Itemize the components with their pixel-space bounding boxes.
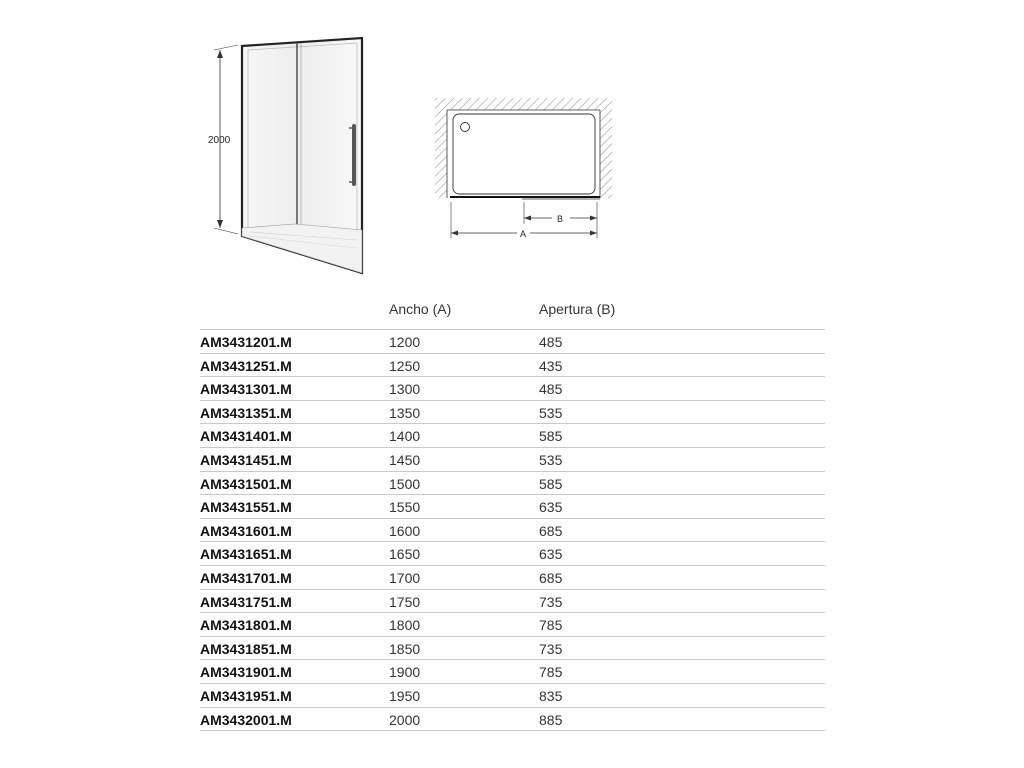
width-value: 1850 [389, 640, 421, 657]
opening-value: 785 [539, 617, 563, 634]
width-value: 1450 [389, 451, 421, 468]
opening-value: 635 [539, 499, 563, 516]
product-reference: AM3431651.M [200, 546, 292, 563]
table-row [200, 660, 825, 684]
opening-value: 585 [539, 428, 563, 445]
table-row [200, 424, 825, 448]
product-reference: AM3431451.M [200, 451, 292, 468]
table-row [200, 448, 825, 472]
opening-value: 535 [539, 451, 563, 468]
table-row [200, 542, 825, 566]
width-value: 2000 [389, 711, 421, 728]
opening-value: 685 [539, 522, 563, 539]
opening-value: 835 [539, 687, 563, 704]
width-value: 1550 [389, 499, 421, 516]
dimension-a-label: A [520, 229, 527, 239]
product-reference: AM3431801.M [200, 617, 292, 634]
width-value: 1700 [389, 569, 421, 586]
product-reference: AM3432001.M [200, 711, 292, 728]
product-reference: AM3431951.M [200, 687, 292, 704]
dimension-b-label: B [557, 214, 564, 224]
width-value: 1400 [389, 428, 421, 445]
opening-value: 635 [539, 546, 563, 563]
table-row [200, 519, 825, 543]
opening-value: 735 [539, 640, 563, 657]
table-row [200, 330, 825, 354]
opening-value: 685 [539, 569, 563, 586]
table-row [200, 354, 825, 378]
table-row [200, 566, 825, 590]
plan-view-drawing [435, 98, 612, 239]
product-reference: AM3431551.M [200, 499, 292, 516]
opening-value: 535 [539, 404, 563, 421]
table-row [200, 472, 825, 496]
width-value: 1500 [389, 475, 421, 492]
width-value: 1950 [389, 687, 421, 704]
table-row [200, 401, 825, 425]
technical-drawing [0, 0, 1024, 290]
width-value: 1350 [389, 404, 421, 421]
opening-value: 735 [539, 593, 563, 610]
table-body [200, 330, 825, 731]
opening-value: 435 [539, 357, 563, 374]
table-row [200, 637, 825, 661]
table-row [200, 613, 825, 637]
product-reference: AM3431351.M [200, 404, 292, 421]
width-value: 1900 [389, 664, 421, 681]
product-reference: AM3431851.M [200, 640, 292, 657]
product-reference: AM3431701.M [200, 569, 292, 586]
width-value: 1650 [389, 546, 421, 563]
header-ancho: Ancho (A) [389, 301, 452, 317]
product-reference: AM3431901.M [200, 664, 292, 681]
opening-value: 485 [539, 334, 563, 350]
table-row [200, 708, 825, 732]
product-reference: AM3431501.M [200, 475, 292, 492]
table-row [200, 377, 825, 401]
width-value: 1300 [389, 381, 421, 398]
width-value: 1750 [389, 593, 421, 610]
product-reference: AM3431401.M [200, 428, 292, 445]
product-reference: AM3431201.M [200, 334, 292, 350]
opening-value: 885 [539, 711, 563, 728]
width-value: 1250 [389, 357, 421, 374]
specifications-table [200, 297, 825, 731]
table-row [200, 684, 825, 708]
width-value: 1800 [389, 617, 421, 634]
product-reference: AM3431751.M [200, 593, 292, 610]
opening-value: 585 [539, 475, 563, 492]
height-dimension-label: 2000 [208, 135, 231, 146]
table-row [200, 590, 825, 614]
width-value: 1600 [389, 522, 421, 539]
table-row [200, 495, 825, 519]
opening-value: 485 [539, 381, 563, 398]
shower-door-drawing [208, 38, 362, 273]
product-reference: AM3431301.M [200, 381, 292, 398]
opening-value: 785 [539, 664, 563, 681]
table-header [200, 297, 825, 330]
width-value: 1200 [389, 334, 421, 350]
product-reference: AM3431251.M [200, 357, 292, 374]
product-reference: AM3431601.M [200, 522, 292, 539]
header-apertura: Apertura (B) [539, 301, 616, 317]
